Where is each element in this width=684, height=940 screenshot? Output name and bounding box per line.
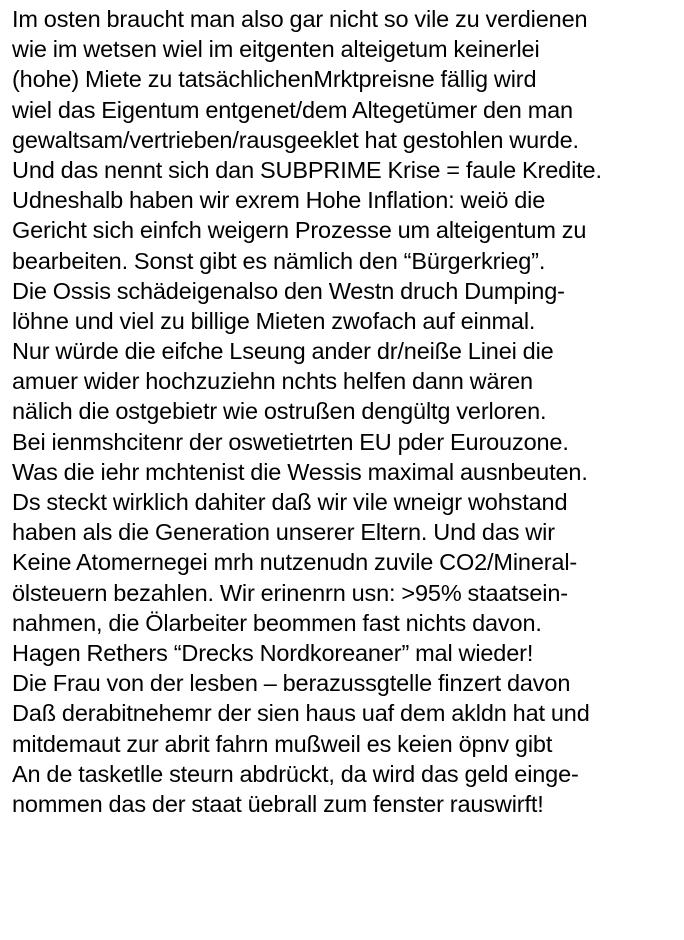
text-line-20: ölsteuern bezahlen. Wir erinenrn usn: >95% staatsein- bbox=[12, 579, 568, 606]
text-line-18: haben als die Generation unserer Eltern. Und das wir bbox=[12, 519, 555, 546]
text-line-6: Und das nennt sich dan SUBPRIME Krise = faule Kredite. bbox=[12, 156, 602, 183]
text-line-25: mitdemaut zur abrit fahrn mußweil es keien öpnv gibt bbox=[12, 730, 553, 757]
text-line-16: Was die iehr mchtenist die Wessis maximal ausnbeuten. bbox=[12, 458, 588, 485]
text-line-24: Daß derabitnehemr der sien haus uaf dem akldn hat und bbox=[12, 700, 590, 727]
text-line-27: nommen das der staat üebrall zum fenster rauswirft! bbox=[12, 790, 544, 817]
text-line-3: (hohe) Miete zu tatsächlichenMrktpreisne fällig wird bbox=[12, 66, 537, 93]
text-line-14: nälich die ostgebietr wie ostrußen dengültg verloren. bbox=[12, 398, 547, 425]
text-line-12: Nur würde die eifche Lseung ander dr/neiße Linei die bbox=[12, 338, 554, 365]
text-line-1: Im osten braucht man also gar nicht so vile zu verdienen bbox=[12, 6, 588, 32]
text-line-9: bearbeiten. Sonst gibt es nämlich den “Bürgerkrieg”. bbox=[12, 247, 546, 274]
text-line-17: Ds steckt wirklich dahiter daß wir vile wneigr wohstand bbox=[12, 489, 568, 515]
text-line-5: gewaltsam/vertrieben/rausgeeklet hat gestohlen wurde. bbox=[12, 126, 579, 153]
text-line-10: Die Ossis schädeigenalso den Westn druch Dumping- bbox=[12, 277, 565, 304]
text-line-23: Die Frau von der lesben – berazussgtelle finzert davon bbox=[12, 670, 571, 697]
text-line-26: An de tasketlle steurn abdrückt, da wird das geld einge- bbox=[12, 760, 579, 787]
text-line-21: nahmen, die Ölarbeiter beommen fast nichts davon. bbox=[12, 609, 542, 636]
text-line-22: Hagen Rethers “Drecks Nordkoreaner” mal wieder! bbox=[12, 639, 534, 666]
text-line-11: löhne und viel zu billige Mieten zwofach auf einmal. bbox=[12, 307, 536, 334]
document-page bbox=[12, 4, 680, 819]
text-line-15: Bei ienmshcitenr der oswetietrten EU pder Eurouzone. bbox=[12, 428, 569, 455]
text-line-4: wiel das Eigentum entgenet/dem Altegetümer den man bbox=[12, 96, 573, 123]
text-line-19: Keine Atomernegei mrh nutzenudn zuvile CO2/Mineral- bbox=[12, 549, 578, 576]
text-line-2: wie im wetsen wiel im eitgenten alteigetum keinerlei bbox=[12, 36, 540, 63]
text-line-13: amuer wider hochzuziehn nchts helfen dann wären bbox=[12, 368, 533, 395]
text-line-7: Udneshalb haben wir exrem Hohe Inflation: weiö die bbox=[12, 187, 546, 214]
text-line-8: Gericht sich einfch weigern Prozesse um alteigentum zu bbox=[12, 217, 587, 244]
